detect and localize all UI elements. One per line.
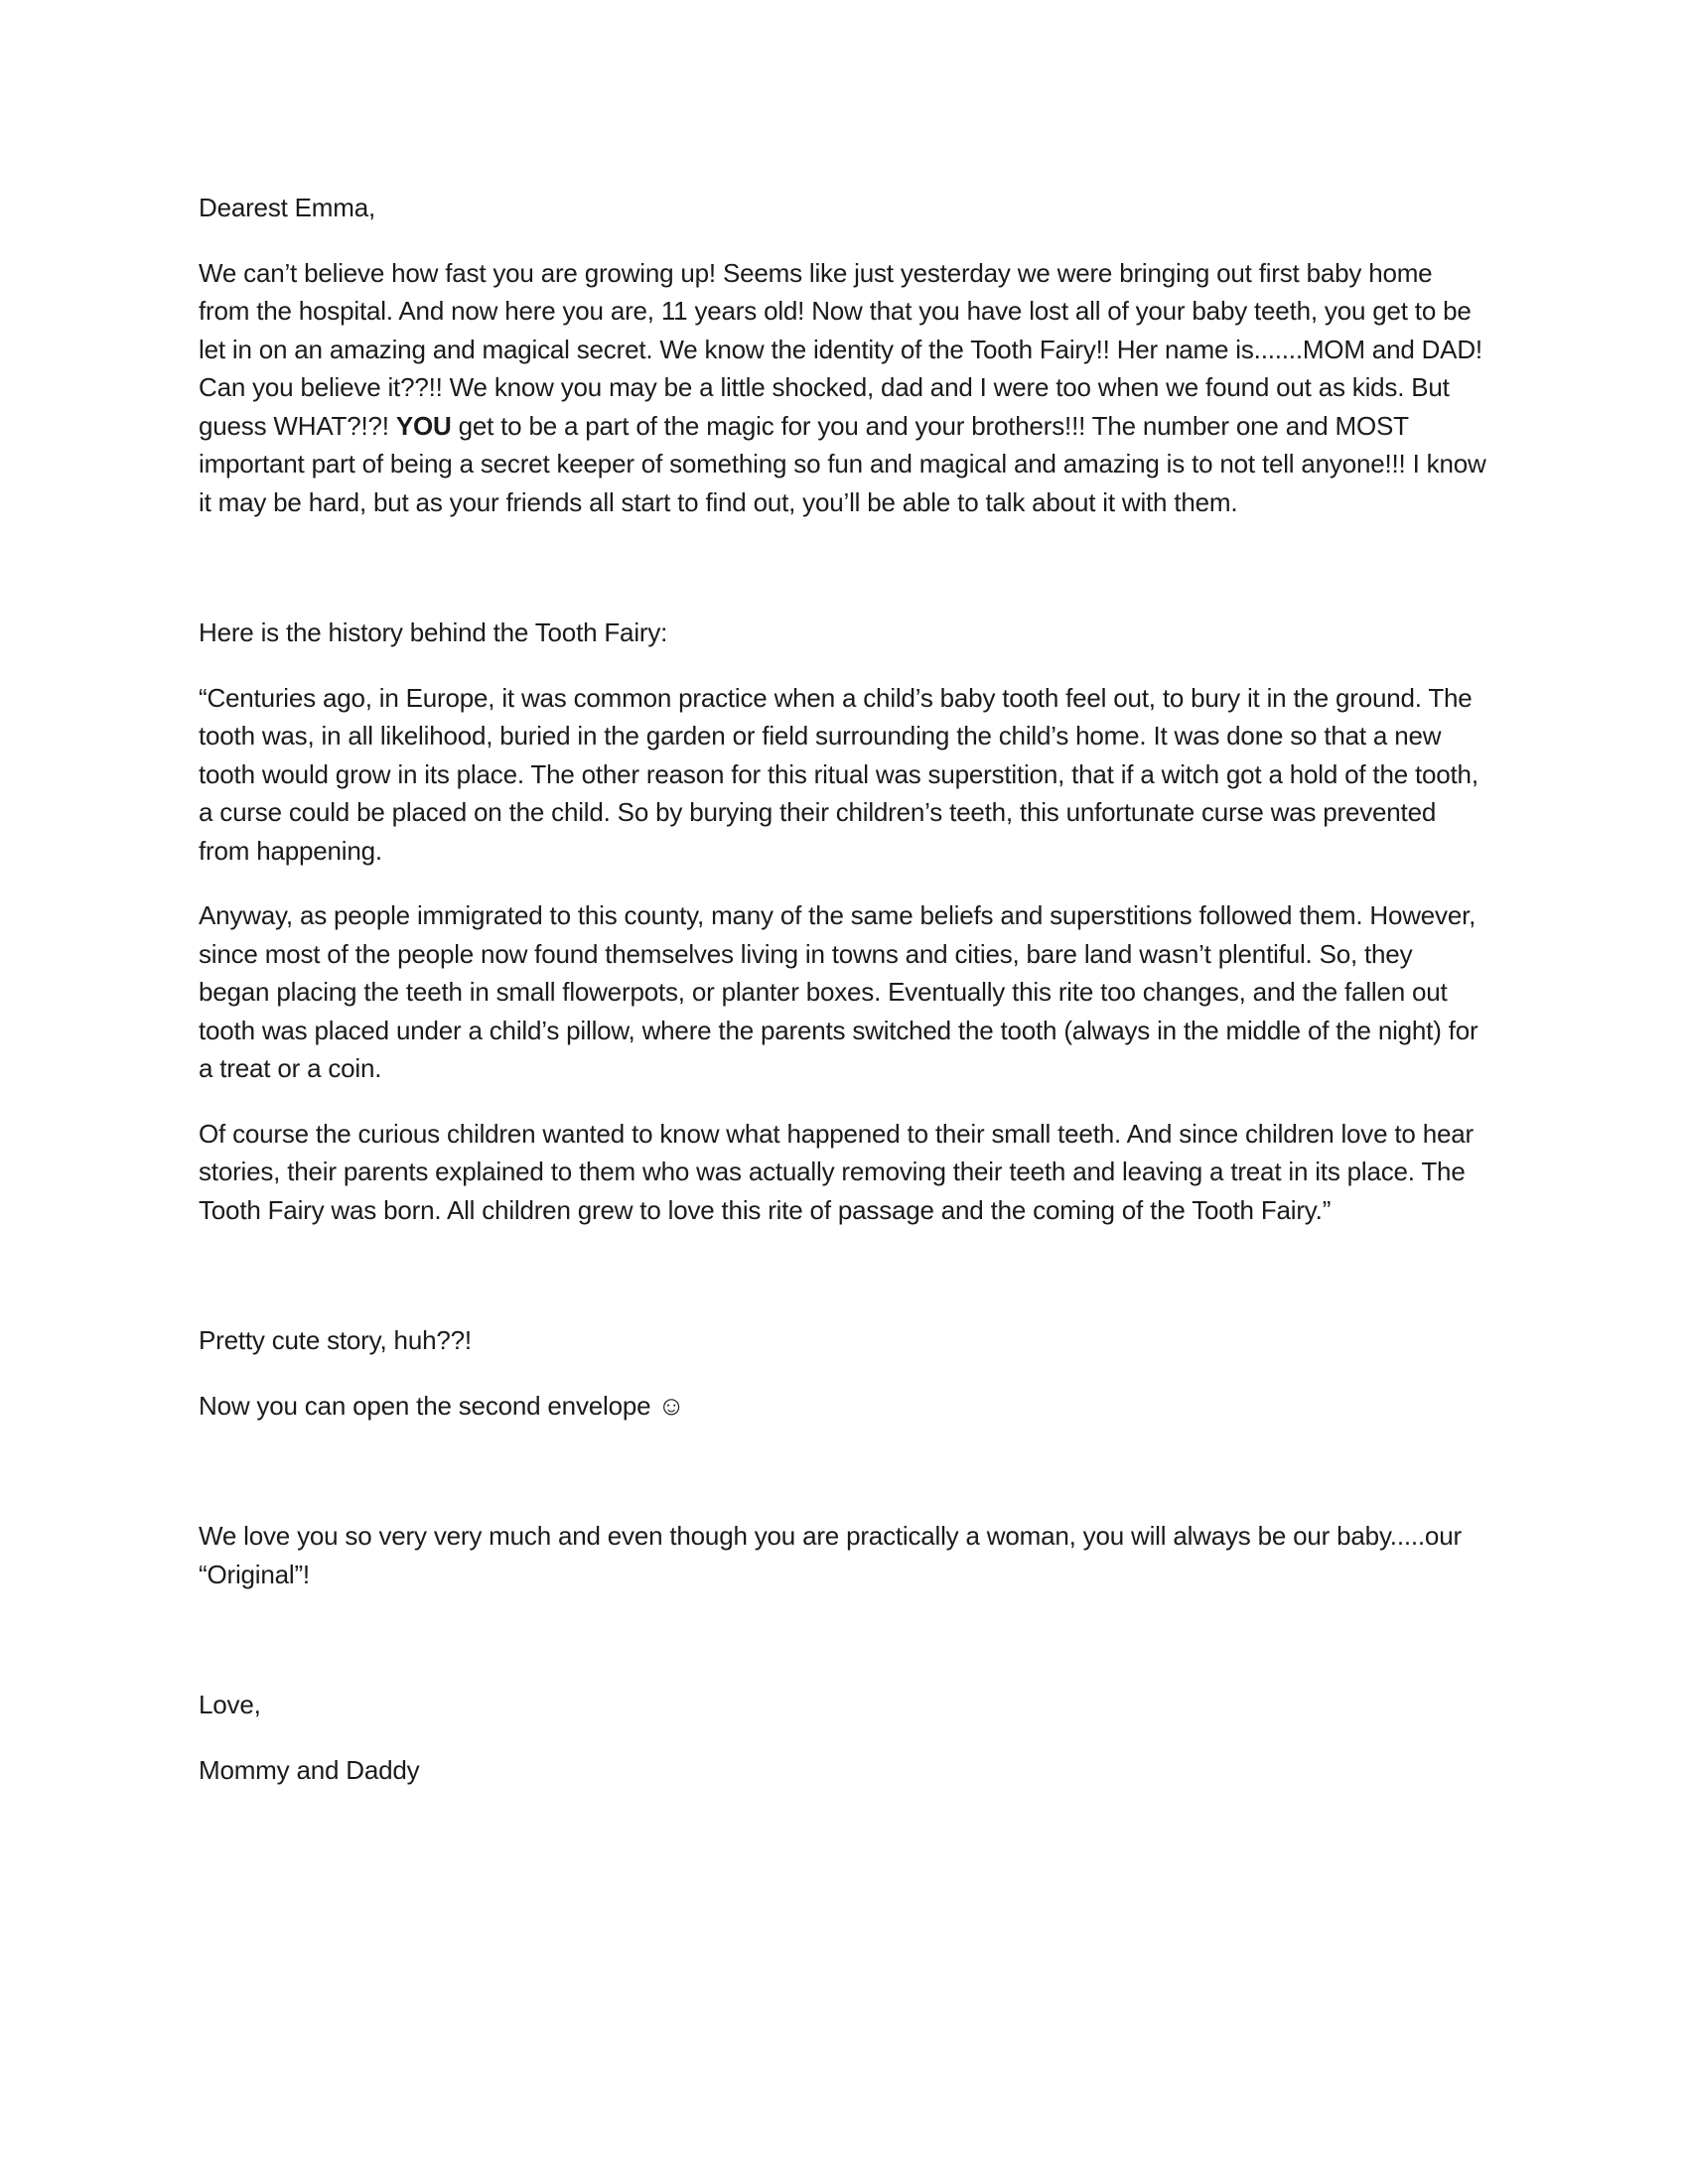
cute-story-line: Pretty cute story, huh??! [199, 1325, 472, 1355]
signature: Mommy and Daddy [199, 1754, 420, 1785]
intro-paragraph [199, 254, 1489, 522]
envelope-text: Now you can open the second envelope [199, 1390, 658, 1421]
salutation: Dearest Emma, [199, 193, 376, 222]
smiley-face-icon: ☺ [657, 1390, 685, 1421]
history-paragraph-3: Of course the curious children wanted to know what happened to their small teeth. And since children love to hear stories, their parents explained to them who was actually removing their teeth and leaving a treat in its place. The Tooth Fairy was born. All children grew to love this rite of passage and the coming of the Tooth Fairy.” [199, 1118, 1474, 1225]
history-paragraph-2: Anyway, as people immigrated to this county, many of the same beliefs and superstitions followed them. However, since most of the people now found themselves living in towns and cities, bare land wasn’t plentiful. So, they began placing the teeth in small flowerpots, or planter boxes. Eventually this rite too changes, and the fallen out tooth was placed under a child’s pillow, where the parents switched the tooth (always in the middle of the night) for a treat or a coin. [199, 900, 1478, 1083]
closing: Love, [199, 1690, 261, 1719]
envelope-line [199, 1387, 1489, 1426]
history-heading: Here is the history behind the Tooth Fairy: [199, 617, 668, 647]
intro-bold-word: YOU [395, 410, 452, 441]
intro-text-before: We can’t believe how fast you are growing up! Seems like just yesterday we were bringing out first baby home from the hospital. And now here you are, 11 years old! Now that you have lost all of your baby teeth, you get to be let in on an amazing and magical secret. We know the identity of the Tooth Fairy!! Her name is.......MOM and DAD! Can you believe it??!! We know you may be a little shocked, dad and I were too when we found out as kids. But guess WHAT?!?! [199, 257, 1482, 441]
intro-text-after: get to be a part of the magic for you and your brothers!!! The number one and MOST important part of being a secret keeper of something so fun and magical and amazing is to not tell anyone!!! I know it may be hard, but as your friends all start to find out, you’ll be able to talk about it with them. [199, 410, 1486, 517]
history-paragraph-1: “Centuries ago, in Europe, it was common practice when a child’s baby tooth feel out, to bury it in the ground. The tooth was, in all likelihood, buried in the garden or field surrounding the child’s home. It was done so that a new tooth would grow in its place. The other reason for this ritual was superstition, that if a witch got a hold of the tooth, a curse could be placed on the child. So by burying their children’s teeth, this unfortunate curse was prevented from happening. [199, 682, 1478, 866]
love-paragraph: We love you so very very much and even though you are practically a woman, you will always be our baby.....our “Original”! [199, 1521, 1462, 1589]
